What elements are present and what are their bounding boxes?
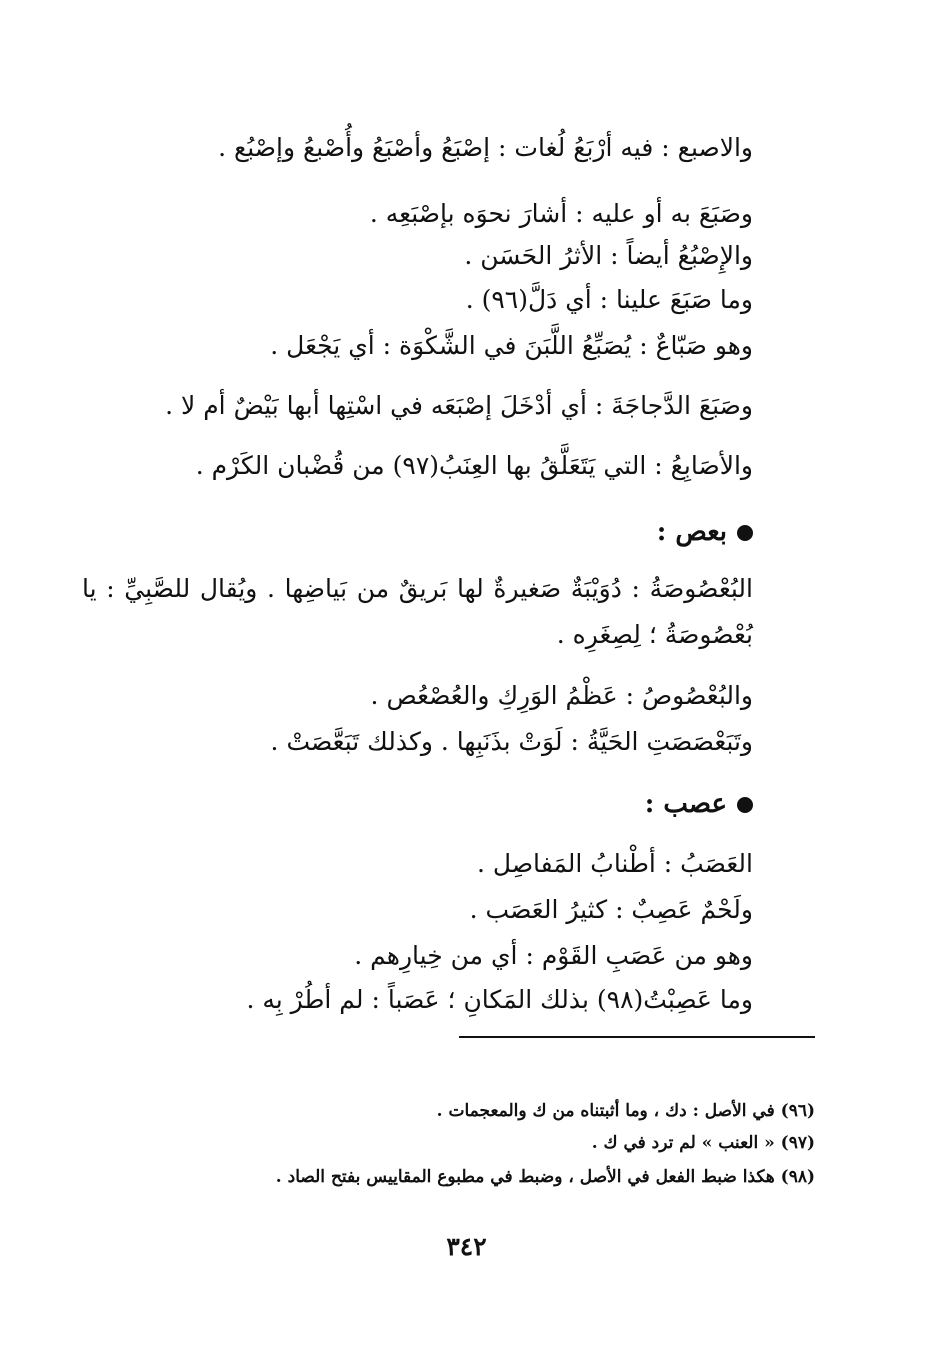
entry-line: والاصبع : فيه أرْبَعُ لُغات : إصْبَعُ وأصْبَعُ وأُصْبعُ وإصْبُع . bbox=[218, 133, 753, 162]
footnote: (٩٧) « العنب » لم ترد في ك . bbox=[591, 1133, 815, 1153]
footnote-separator bbox=[459, 1036, 815, 1038]
section-heading-baas bbox=[657, 512, 753, 552]
footnote: (٩٦) في الأصل : دك ، وما أثبتناه من ك والمعجمات . bbox=[436, 1101, 815, 1121]
entry-line: وتَبَعْصَصَتِ الحَيَّةُ : لَوَتْ بذَنَبِها . وكذلك تَبَعَّصَتْ . bbox=[270, 727, 753, 756]
page-number: ٣٤٢ bbox=[446, 1232, 487, 1261]
entry-line: العَصَبُ : أطْنابُ المَفاصِل . bbox=[477, 849, 753, 878]
section-heading-label: بعص : bbox=[656, 517, 727, 547]
bullet-icon bbox=[737, 525, 753, 541]
entry-line: والإِصْبُعُ أيضاً : الأثرُ الحَسَن . bbox=[464, 241, 753, 270]
bullet-icon bbox=[737, 797, 753, 813]
entry-paragraph: البُعْصُوصَةُ : دُوَيْبَةٌ صَغيرةٌ لها بَريقٌ من بَياضِها . ويُقال للصَّبِيِّ : يا بُعْصُوصَةُ ؛ لِصِغَرِه . bbox=[82, 574, 753, 649]
entry-line: وصَبَعَ الدَّجاجَةَ : أي أدْخَلَ إصْبَعَه في اسْتِها أبها بَيْضٌ أم لا . bbox=[165, 391, 753, 420]
entry-line: والأصَابِعُ : التي يَتَعَلَّقُ بها العِنَبُ(٩٧) من قُضْبان الكَرْم . bbox=[195, 451, 753, 480]
entry-line: وهو من عَصَبِ القَوْم : أي من خِيارِهم . bbox=[354, 941, 753, 970]
entry-line: وهو صَبّاعٌ : يُصَبِّعُ اللَّبَنَ في الشَّكْوَة : أي يَجْعَل . bbox=[270, 331, 753, 360]
entry-line: وما صَبَعَ علينا : أي دَلَّ(٩٦) . bbox=[465, 285, 753, 314]
entry-line: وصَبَعَ به أو عليه : أشارَ نحوَه بإصْبَعِه . bbox=[369, 199, 753, 228]
section-heading-label: عصب : bbox=[644, 789, 727, 819]
section-heading-asab bbox=[645, 784, 753, 824]
entry-line: والبُعْصُوصُ : عَظْمُ الوَرِكِ والعُصْعُص . bbox=[370, 681, 753, 710]
entry-line: وما عَصِبْتُ(٩٨) بذلك المَكانِ ؛ عَصَباً : لم أطُرْ بِه . bbox=[246, 985, 753, 1014]
footnote: (٩٨) هكذا ضبط الفعل في الأصل ، وضبط في مطبوع المقاييس بفتح الصاد . bbox=[275, 1167, 815, 1187]
entry-line: ولَحْمٌ عَصِبٌ : كثيرُ العَصَب . bbox=[469, 895, 753, 924]
